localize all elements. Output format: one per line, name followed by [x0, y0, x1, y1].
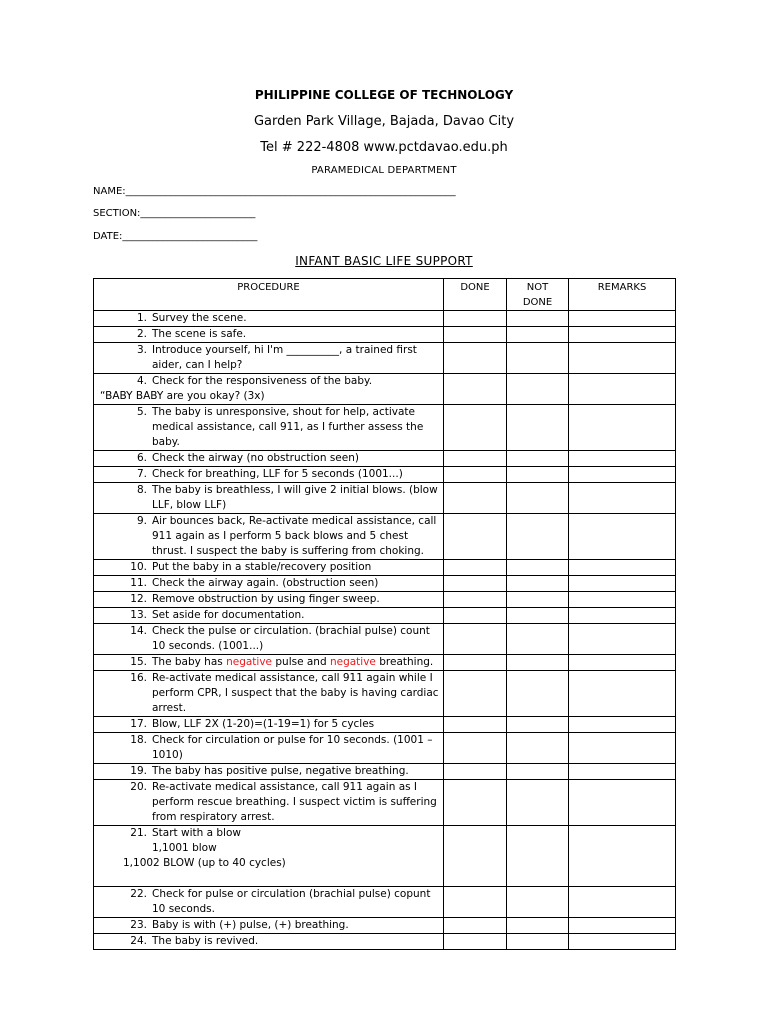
department-name: PARAMEDICAL DEPARTMENT [311, 165, 457, 176]
step-number: 19. [130, 765, 147, 777]
table-row [94, 655, 676, 671]
done-cell[interactable] [444, 467, 507, 483]
procedure-cell [94, 514, 444, 560]
procedure-step [94, 311, 443, 326]
step-text: Re-activate medical assistance, call 911 again as I perform rescue breathing. I suspect victim is suffering from respiratory arrest. [152, 781, 437, 823]
table-row [94, 918, 676, 934]
procedure-step [94, 343, 443, 373]
step-number: 1. [136, 312, 147, 324]
step-text: The baby is revived. [152, 935, 259, 947]
done-cell[interactable] [444, 717, 507, 733]
done-cell[interactable] [444, 887, 507, 918]
step-sub-line: 1,1002 BLOW (up to 40 cycles) [123, 857, 286, 869]
remarks-cell[interactable] [569, 327, 676, 343]
remarks-cell[interactable] [569, 374, 676, 405]
procedure-step [94, 780, 443, 825]
procedure-step [94, 918, 443, 933]
not-done-cell[interactable] [507, 624, 569, 655]
header-remarks: REMARKS [569, 279, 676, 311]
step-number: 14. [130, 625, 147, 637]
procedure-step [94, 592, 443, 607]
remarks-cell[interactable] [569, 624, 676, 655]
done-cell[interactable] [444, 918, 507, 934]
procedure-step [94, 826, 443, 841]
procedure-step [94, 733, 443, 763]
step-text: Survey the scene. [152, 312, 247, 324]
step-text: Start with a blow [152, 827, 241, 839]
step-number: 7. [136, 468, 147, 480]
step-number: 11. [130, 577, 147, 589]
remarks-cell[interactable] [569, 514, 676, 560]
step-text [152, 655, 443, 670]
done-cell[interactable] [444, 514, 507, 560]
remarks-cell[interactable] [569, 733, 676, 764]
table-row [94, 451, 676, 467]
not-done-cell[interactable] [507, 918, 569, 934]
procedure-cell [94, 887, 444, 918]
header-done: DONE [444, 279, 507, 311]
table-row [94, 887, 676, 918]
procedure-step [94, 717, 443, 732]
done-cell[interactable] [444, 405, 507, 451]
procedure-step [94, 327, 443, 342]
remarks-cell[interactable] [569, 934, 676, 950]
step-text: Check the airway (no obstruction seen) [152, 452, 359, 464]
remarks-cell[interactable] [569, 311, 676, 327]
remarks-cell[interactable] [569, 560, 676, 576]
not-done-cell[interactable] [507, 467, 569, 483]
step-text: Set aside for documentation. [152, 609, 305, 621]
done-cell[interactable] [444, 934, 507, 950]
procedure-cell [94, 934, 444, 950]
done-cell[interactable] [444, 327, 507, 343]
name-field: NAME:__________________________________________________________________ [93, 186, 456, 197]
remarks-cell[interactable] [569, 887, 676, 918]
table-row [94, 826, 676, 887]
table-row [94, 592, 676, 608]
procedure-cell [94, 405, 444, 451]
procedure-step [94, 483, 443, 513]
done-cell[interactable] [444, 374, 507, 405]
remarks-cell[interactable] [569, 576, 676, 592]
table-row [94, 405, 676, 451]
step-text-part: The baby has [152, 656, 227, 668]
procedure-step [94, 764, 443, 779]
procedure-cell [94, 327, 444, 343]
done-cell[interactable] [444, 608, 507, 624]
done-cell[interactable] [444, 343, 507, 374]
not-done-cell[interactable] [507, 592, 569, 608]
not-done-cell[interactable] [507, 826, 569, 887]
procedure-cell [94, 655, 444, 671]
not-done-cell[interactable] [507, 608, 569, 624]
step-number: 18. [130, 734, 147, 746]
step-text: Air bounces back, Re-activate medical assistance, call 911 again as I perform 5 back blows and 5 chest thrust. I suspect the baby is suffering from choking. [152, 515, 437, 557]
step-number: 13. [130, 609, 147, 621]
procedure-cell [94, 780, 444, 826]
step-number: 23. [130, 919, 147, 931]
procedure-cell [94, 483, 444, 514]
not-done-cell[interactable] [507, 405, 569, 451]
step-text: Check the airway again. (obstruction seen) [152, 577, 379, 589]
school-contact: Tel # 222-4808 www.pctdavao.edu.ph [260, 140, 508, 155]
table-row [94, 576, 676, 592]
table-row [94, 780, 676, 826]
procedure-cell [94, 826, 444, 887]
step-number: 24. [130, 935, 147, 947]
remarks-cell[interactable] [569, 451, 676, 467]
not-done-cell[interactable] [507, 311, 569, 327]
done-cell[interactable] [444, 733, 507, 764]
not-done-cell[interactable] [507, 374, 569, 405]
done-cell[interactable] [444, 671, 507, 717]
step-text: Re-activate medical assistance, call 911 again while I perform CPR, I suspect that the baby is having cardiac arrest. [152, 672, 439, 714]
step-number: 17. [130, 718, 147, 730]
step-number: 5. [136, 406, 147, 418]
remarks-cell[interactable] [569, 717, 676, 733]
procedure-step [94, 624, 443, 654]
table-row [94, 764, 676, 780]
remarks-cell[interactable] [569, 780, 676, 826]
remarks-cell[interactable] [569, 592, 676, 608]
not-done-cell[interactable] [507, 733, 569, 764]
not-done-cell[interactable] [507, 451, 569, 467]
not-done-cell[interactable] [507, 764, 569, 780]
remarks-cell[interactable] [569, 343, 676, 374]
remarks-cell[interactable] [569, 467, 676, 483]
procedure-cell [94, 717, 444, 733]
procedure-cell [94, 608, 444, 624]
procedure-cell [94, 467, 444, 483]
step-text: Put the baby in a stable/recovery position [152, 561, 372, 573]
not-done-cell[interactable] [507, 576, 569, 592]
done-cell[interactable] [444, 483, 507, 514]
not-done-cell[interactable] [507, 887, 569, 918]
procedure-cell [94, 918, 444, 934]
remarks-cell[interactable] [569, 483, 676, 514]
not-done-cell[interactable] [507, 671, 569, 717]
procedure-cell [94, 592, 444, 608]
not-done-cell[interactable] [507, 655, 569, 671]
table-row [94, 560, 676, 576]
procedure-step [94, 576, 443, 591]
done-cell[interactable] [444, 560, 507, 576]
step-text-part: breathing. [375, 656, 434, 668]
table-row [94, 514, 676, 560]
remarks-cell[interactable] [569, 655, 676, 671]
step-text: The baby is unresponsive, shout for help, activate medical assistance, call 911, as I further assess the baby. [152, 406, 424, 448]
school-name: PHILIPPINE COLLEGE OF TECHNOLOGY [254, 88, 514, 102]
not-done-cell[interactable] [507, 780, 569, 826]
procedure-cell [94, 671, 444, 717]
procedure-rows [94, 311, 676, 950]
procedure-cell [94, 624, 444, 655]
step-text: Introduce yourself, hi I'm __________, a trained first aider, can I help? [152, 344, 417, 371]
done-cell[interactable] [444, 576, 507, 592]
procedure-cell [94, 764, 444, 780]
not-done-cell[interactable] [507, 483, 569, 514]
procedure-step [94, 560, 443, 575]
remarks-cell[interactable] [569, 608, 676, 624]
step-text: Check for the responsiveness of the baby. [152, 375, 373, 387]
step-number: 3. [136, 344, 147, 356]
step-number: 16. [130, 672, 147, 684]
table-row [94, 327, 676, 343]
step-text: Check for breathing, LLF for 5 seconds (1001...) [152, 468, 403, 480]
section-field: SECTION:_______________________ [93, 208, 256, 219]
not-done-cell[interactable] [507, 327, 569, 343]
procedure-step [94, 887, 443, 917]
not-done-cell[interactable] [507, 934, 569, 950]
step-number: 10. [130, 561, 147, 573]
done-cell[interactable] [444, 311, 507, 327]
date-field: DATE:___________________________ [93, 231, 258, 242]
negative-highlight: negative [226, 656, 273, 668]
remarks-cell[interactable] [569, 826, 676, 887]
header-procedure: PROCEDURE [94, 279, 444, 311]
procedure-step [94, 405, 443, 450]
header-not-done [507, 279, 569, 311]
step-number: 12. [130, 593, 147, 605]
procedure-step [94, 514, 443, 559]
negative-highlight: negative [329, 656, 376, 668]
step-number: 21. [130, 827, 147, 839]
remarks-cell[interactable] [569, 671, 676, 717]
step-number: 9. [136, 515, 147, 527]
procedure-step [94, 655, 443, 670]
step-number: 20. [130, 781, 147, 793]
step-number: 2. [136, 328, 147, 340]
step-text: Remove obstruction by using finger sweep. [152, 593, 380, 605]
not-done-cell[interactable] [507, 560, 569, 576]
table-row [94, 624, 676, 655]
step-text: The scene is safe. [152, 328, 247, 340]
procedure-cell [94, 451, 444, 467]
step-continuation: “BABY BABY are you okay? (3x) [100, 390, 265, 402]
remarks-cell[interactable] [569, 405, 676, 451]
table-row [94, 311, 676, 327]
form-title: INFANT BASIC LIFE SUPPORT [295, 254, 473, 268]
table-row [94, 717, 676, 733]
procedure-step [94, 608, 443, 623]
procedure-cell [94, 733, 444, 764]
table-row [94, 671, 676, 717]
remarks-cell[interactable] [569, 918, 676, 934]
table-row [94, 343, 676, 374]
step-number: 22. [130, 888, 147, 900]
school-address: Garden Park Village, Bajada, Davao City [253, 114, 515, 129]
procedure-cell [94, 374, 444, 405]
table-row [94, 608, 676, 624]
step-number: 8. [136, 484, 147, 496]
remarks-cell[interactable] [569, 764, 676, 780]
done-cell[interactable] [444, 780, 507, 826]
done-cell[interactable] [444, 655, 507, 671]
done-cell[interactable] [444, 624, 507, 655]
done-cell[interactable] [444, 764, 507, 780]
procedure-step [94, 671, 443, 716]
step-sub-line: 1,1001 blow [152, 842, 217, 854]
table-row [94, 467, 676, 483]
step-text: The baby is breathless, I will give 2 initial blows. (blow LLF, blow LLF) [152, 484, 438, 511]
done-cell[interactable] [444, 826, 507, 887]
not-done-cell[interactable] [507, 717, 569, 733]
procedure-cell [94, 311, 444, 327]
step-text: Blow, LLF 2X (1-20)=(1-19=1) for 5 cycles [152, 718, 375, 730]
step-number: 15. [130, 656, 147, 668]
table-header-row [94, 279, 676, 311]
step-text: Check for circulation or pulse for 10 seconds. (1001 – 1010) [152, 734, 433, 761]
procedure-step [94, 934, 443, 949]
procedure-step [94, 467, 443, 482]
not-done-cell[interactable] [507, 343, 569, 374]
step-text: The baby has positive pulse, negative breathing. [152, 765, 409, 777]
procedure-cell [94, 343, 444, 374]
header-not-done-label: NOT DONE [522, 282, 553, 308]
not-done-cell[interactable] [507, 514, 569, 560]
procedure-cell [94, 560, 444, 576]
done-cell[interactable] [444, 451, 507, 467]
step-text: Check for pulse or circulation (brachial pulse) copunt 10 seconds. [152, 888, 431, 915]
table-row [94, 733, 676, 764]
step-text-part: pulse and [272, 656, 330, 668]
step-number: 6. [136, 452, 147, 464]
table-row [94, 483, 676, 514]
procedure-step [94, 451, 443, 466]
step-text: Check the pulse or circulation. (brachial pulse) count 10 seconds. (1001...) [152, 625, 430, 652]
procedure-step [94, 374, 443, 389]
done-cell[interactable] [444, 592, 507, 608]
table-row [94, 374, 676, 405]
procedure-table [93, 278, 676, 950]
procedure-cell [94, 576, 444, 592]
table-row [94, 934, 676, 950]
step-number: 4. [136, 375, 147, 387]
step-text: Baby is with (+) pulse, (+) breathing. [152, 919, 349, 931]
